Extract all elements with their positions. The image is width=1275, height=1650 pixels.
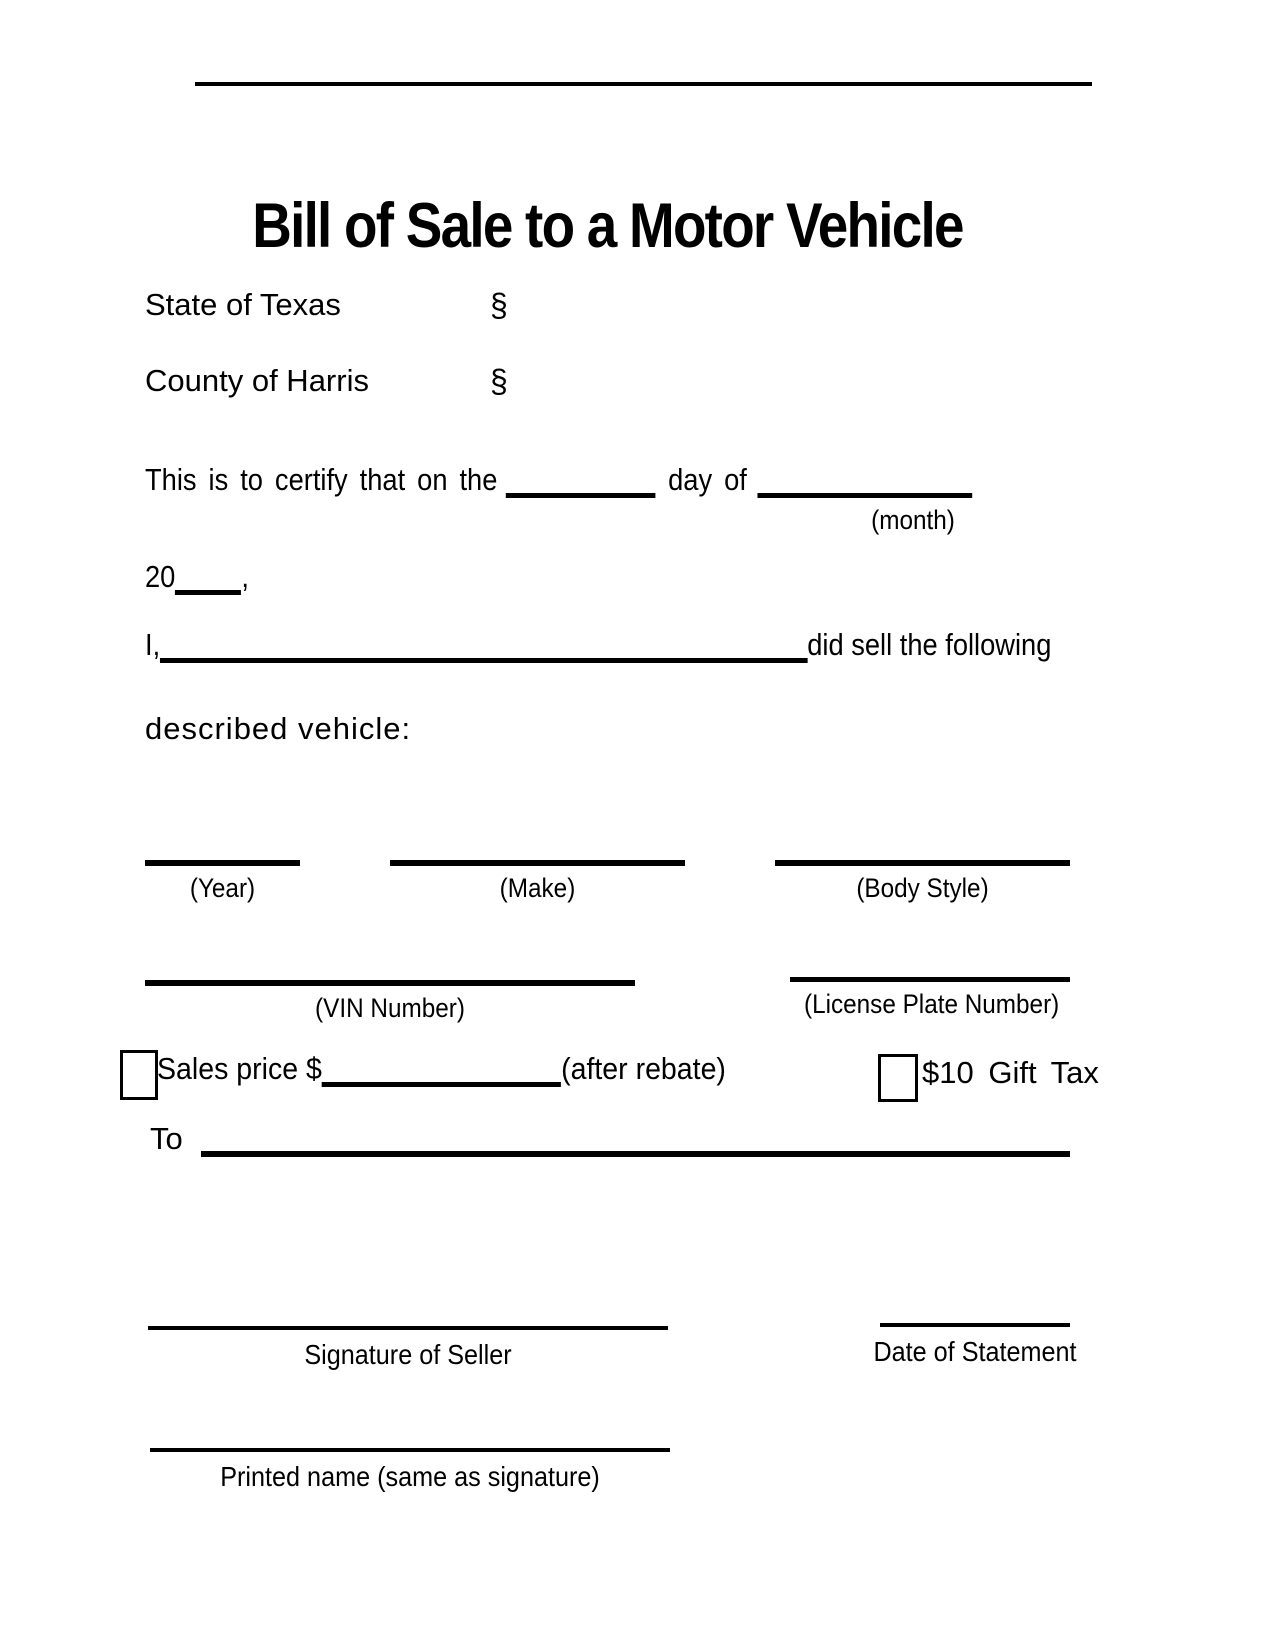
section-symbol: §: [490, 363, 508, 399]
top-divider-line: [195, 82, 1092, 86]
body-style-field: [775, 860, 1070, 904]
buyer-name-blank-field[interactable]: [201, 1150, 1070, 1157]
year-field-line[interactable]: [145, 860, 300, 866]
sales-price-checkbox[interactable]: [120, 1050, 158, 1100]
county-line: [145, 364, 665, 398]
certify-day-of: day of: [668, 462, 747, 497]
seller-sentence: [145, 628, 1051, 662]
section-symbol: §: [490, 287, 508, 323]
to-sentence: [150, 1122, 1070, 1156]
month-caption: (month): [871, 505, 955, 535]
sales-price-blank-field[interactable]: [322, 1081, 561, 1087]
printed-name-line[interactable]: [150, 1448, 670, 1452]
county-label: County of Harris: [145, 363, 369, 398]
page-title: Bill of Sale to a Motor Vehicle: [252, 191, 963, 262]
year-field: [145, 860, 300, 904]
described-vehicle-label: described vehicle:: [145, 711, 412, 746]
license-plate-field: [790, 977, 1070, 1020]
license-plate-field-label: (License Plate Number): [804, 989, 1060, 1019]
body-style-field-label: (Body Style): [856, 873, 989, 903]
year-blank-field[interactable]: [175, 589, 241, 595]
seller-signature-label: Signature of Seller: [304, 1339, 512, 1370]
make-field: [390, 860, 685, 904]
date-of-statement-label: Date of Statement: [873, 1336, 1077, 1367]
sales-price-sentence: [157, 1052, 726, 1086]
after-rebate-label: (after rebate): [561, 1051, 726, 1086]
state-line: [145, 288, 665, 322]
seller-name-blank-field[interactable]: [160, 657, 807, 663]
certify-sentence: [145, 463, 972, 497]
license-plate-field-line[interactable]: [790, 977, 1070, 982]
to-label: To: [150, 1121, 183, 1156]
state-label: State of Texas: [145, 287, 341, 322]
seller-suffix: did sell the following: [807, 627, 1052, 662]
certify-prefix: This is to certify that on the: [145, 462, 498, 497]
sales-price-label: Sales price $: [157, 1051, 322, 1086]
vin-field-line[interactable]: [145, 980, 635, 986]
year-prefix: 20: [145, 559, 176, 594]
body-style-field-line[interactable]: [775, 860, 1070, 866]
seller-signature-field: [148, 1326, 668, 1371]
date-of-statement-line[interactable]: [880, 1323, 1070, 1327]
year-sentence: [145, 560, 249, 594]
month-blank-field[interactable]: [757, 492, 972, 498]
day-blank-field[interactable]: [506, 492, 656, 498]
gift-tax-label: $10 Gift Tax: [922, 1055, 1099, 1090]
seller-prefix: I,: [145, 627, 161, 662]
gift-tax-checkbox[interactable]: [878, 1054, 918, 1102]
make-field-label: (Make): [499, 873, 576, 903]
make-field-line[interactable]: [390, 860, 685, 866]
vin-field: [145, 980, 635, 1024]
date-of-statement-field: [873, 1323, 1077, 1368]
printed-name-label: Printed name (same as signature): [220, 1461, 600, 1492]
printed-name-field: [150, 1448, 670, 1493]
vin-field-label: (VIN Number): [315, 993, 465, 1023]
year-field-label: (Year): [189, 873, 256, 903]
year-comma: ,: [241, 559, 249, 594]
seller-signature-line[interactable]: [148, 1326, 668, 1330]
